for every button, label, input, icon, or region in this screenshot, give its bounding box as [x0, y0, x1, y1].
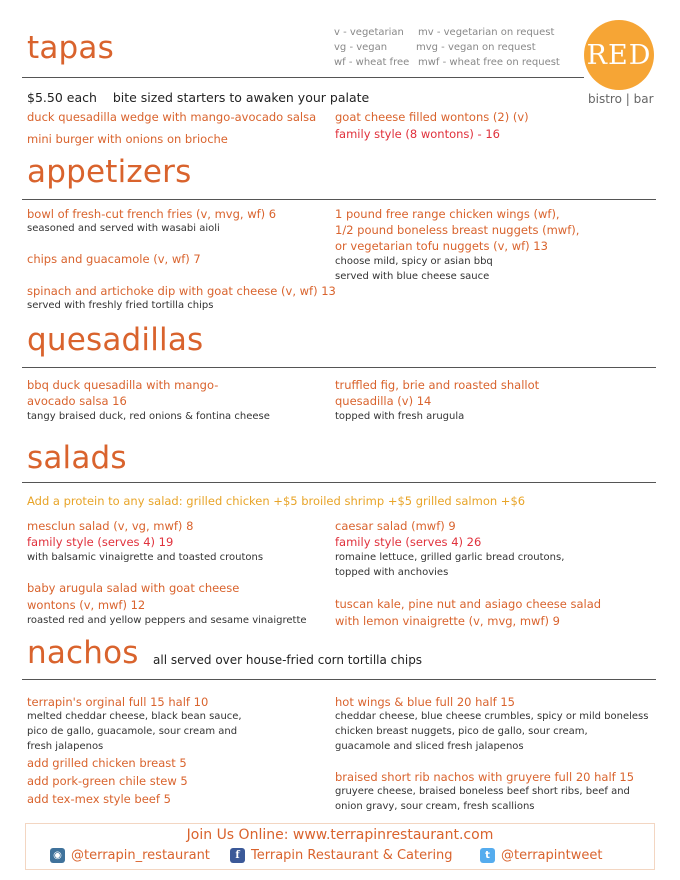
- menu-item: wontons (v, mwf) 12: [27, 598, 146, 612]
- tapas-price-line: [27, 90, 369, 105]
- menu-item: chips and guacamole (v, wf) 7: [27, 252, 201, 266]
- item-description: served with blue cheese sauce: [335, 271, 490, 282]
- legend-wheat-free: wf - wheat free: [334, 57, 410, 68]
- menu-item: with lemon vinaigrette (v, mvg, mwf) 9: [335, 614, 560, 628]
- legend-vegetarian: v - vegetarian: [334, 27, 404, 38]
- item-description: guacamole and sliced fresh jalapenos: [335, 741, 524, 752]
- facebook-link[interactable]: [230, 848, 453, 863]
- legend-vegan-request: mvg - vegan on request: [416, 42, 536, 53]
- item-description: chicken breast nuggets, pico de gallo, sour cream,: [335, 726, 588, 737]
- item-description: choose mild, spicy or asian bbq: [335, 256, 493, 267]
- item-description: topped with anchovies: [335, 567, 449, 578]
- menu-item: duck quesadilla wedge with mango-avocado salsa: [27, 110, 317, 124]
- menu-item: caesar salad (mwf) 9: [335, 519, 456, 533]
- legend-vegan: vg - vegan: [334, 42, 388, 53]
- menu-item: quesadilla (v) 14: [335, 394, 432, 408]
- tapas-subtitle: bite sized starters to awaken your palate: [112, 90, 370, 105]
- nachos-subtitle: all served over house-fried corn tortilla chips: [153, 653, 423, 667]
- menu-item: avocado salsa 16: [27, 394, 127, 408]
- divider: [22, 367, 656, 368]
- divider: [22, 77, 584, 78]
- twitter-icon: t: [480, 848, 495, 863]
- legend-veg-request: mv - vegetarian on request: [418, 27, 555, 38]
- appetizers-heading: appetizers: [27, 154, 192, 190]
- protein-addon: Add a protein to any salad: grilled chicken +$5 broiled shrimp +$5 grilled salmon +$6: [27, 494, 526, 508]
- menu-item: hot wings & blue full 20 half 15: [335, 695, 516, 709]
- nachos-heading: nachos: [27, 635, 139, 671]
- item-description: served with freshly fried tortilla chips: [27, 300, 214, 311]
- item-description: cheddar cheese, blue cheese crumbles, spicy or mild boneless: [335, 711, 649, 722]
- family-style-price: family style (serves 4) 19: [27, 535, 174, 549]
- divider: [22, 482, 656, 483]
- menu-item: 1 pound free range chicken wings (wf),: [335, 207, 560, 221]
- instagram-icon: ◉: [50, 848, 65, 863]
- facebook-icon: f: [230, 848, 245, 863]
- item-description: pico de gallo, guacamole, sour cream and: [27, 726, 238, 737]
- divider: [22, 199, 656, 200]
- divider: [22, 679, 656, 680]
- instagram-handle: @terrapin_restaurant: [71, 848, 210, 863]
- menu-item: baby arugula salad with goat cheese: [27, 581, 240, 595]
- family-style-price: family style (8 wontons) - 16: [335, 127, 500, 141]
- website-link[interactable]: Join Us Online: www.terrapinrestaurant.com: [186, 827, 494, 843]
- menu-item: tuscan kale, pine nut and asiago cheese salad: [335, 597, 602, 611]
- item-description: romaine lettuce, grilled garlic bread croutons,: [335, 552, 565, 563]
- item-description: tangy braised duck, red onions & fontina cheese: [27, 411, 270, 422]
- twitter-handle: @terrapintweet: [501, 848, 603, 863]
- tapas-heading: tapas: [27, 30, 114, 66]
- item-description: fresh jalapenos: [27, 741, 104, 752]
- menu-item: bbq duck quesadilla with mango-: [27, 378, 219, 392]
- menu-item: truffled fig, brie and roasted shallot: [335, 378, 540, 392]
- facebook-name: Terrapin Restaurant & Catering: [251, 848, 453, 863]
- salads-heading: salads: [27, 440, 127, 476]
- menu-item: goat cheese filled wontons (2) (v): [335, 110, 529, 124]
- addon-item: add pork-green chile stew 5: [27, 774, 188, 788]
- menu-item: mini burger with onions on brioche: [27, 132, 228, 146]
- item-description: topped with fresh arugula: [335, 411, 465, 422]
- footer-box: [25, 823, 655, 870]
- red-logo: RED: [584, 20, 654, 90]
- addon-item: add grilled chicken breast 5: [27, 756, 187, 770]
- instagram-link[interactable]: [50, 848, 210, 863]
- twitter-link[interactable]: [480, 848, 602, 863]
- family-style-price: family style (serves 4) 26: [335, 535, 482, 549]
- menu-item: 1/2 pound boneless breast nuggets (mwf),: [335, 223, 580, 237]
- legend-wf-request: mwf - wheat free on request: [418, 57, 560, 68]
- item-description: onion gravy, sour cream, fresh scallions: [335, 801, 535, 812]
- logo-tagline: bistro | bar: [588, 92, 654, 106]
- tapas-price: $5.50 each: [27, 90, 97, 105]
- quesadillas-heading: quesadillas: [27, 322, 204, 358]
- item-description: with balsamic vinaigrette and toasted croutons: [27, 552, 264, 563]
- menu-item: spinach and artichoke dip with goat cheese (v, wf) 13: [27, 284, 336, 298]
- menu-item: or vegetarian tofu nuggets (v, wf) 13: [335, 239, 548, 253]
- item-description: seasoned and served with wasabi aioli: [27, 223, 220, 234]
- item-description: gruyere cheese, braised boneless beef short ribs, beef and: [335, 786, 630, 797]
- menu-item: bowl of fresh-cut french fries (v, mvg, wf) 6: [27, 207, 277, 221]
- item-description: melted cheddar cheese, black bean sauce,: [27, 711, 242, 722]
- item-description: roasted red and yellow peppers and sesame vinaigrette: [27, 615, 307, 626]
- menu-item: braised short rib nachos with gruyere full 20 half 15: [335, 770, 635, 784]
- addon-item: add tex-mex style beef 5: [27, 792, 171, 806]
- menu-item: mesclun salad (v, vg, mwf) 8: [27, 519, 194, 533]
- menu-item: terrapin's orginal full 15 half 10: [27, 695, 209, 709]
